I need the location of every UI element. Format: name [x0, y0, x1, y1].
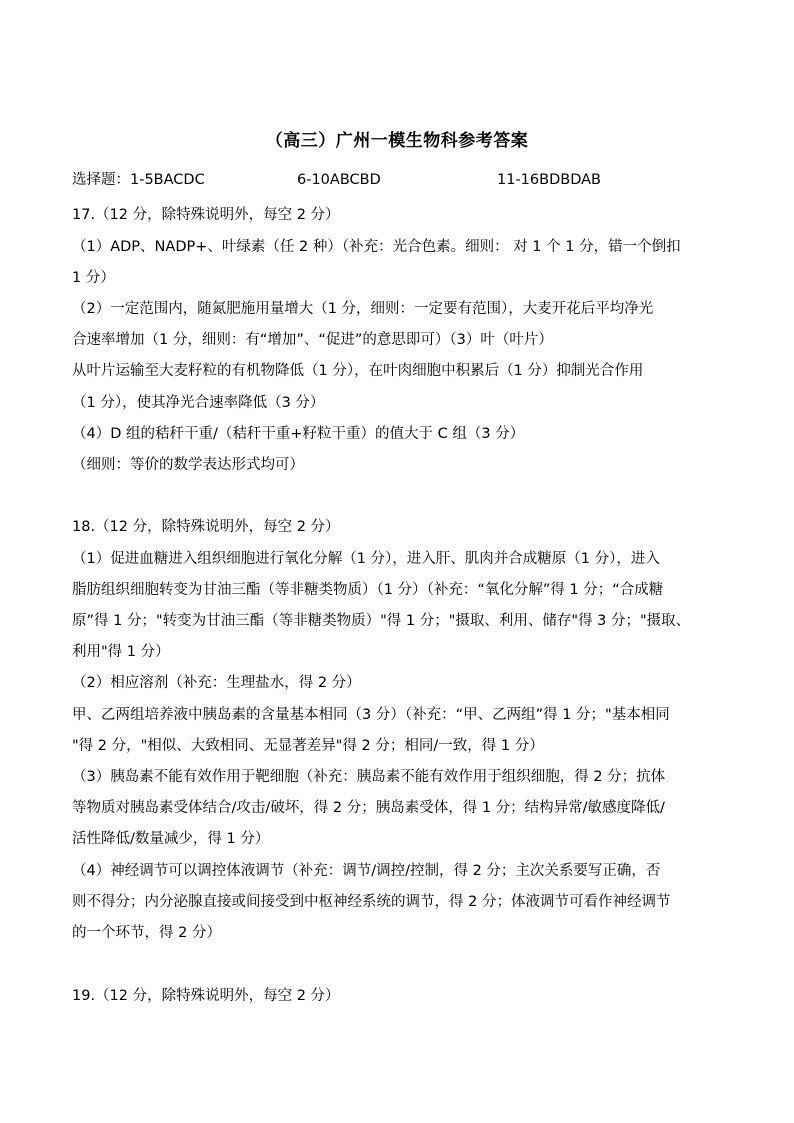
q18-line: 活性降低/数量减少，得 1 分） — [72, 831, 270, 847]
q18-line: 脂肪组织细胞转变为甘油三酯（等非糖类物质）（1 分）（补充：“氧化分解”得 1 分；“合成糖 — [72, 582, 664, 598]
q18-line: 甲、乙两组培养液中胰岛素的含量基本相同（3 分）（补充：“甲、乙两组”得 1 分；"基本相同 — [72, 707, 670, 723]
q17-line: （4）D 组的秸秆干重/（秸秆干重+籽粒干重）的值大于 C 组（3 分） — [72, 426, 525, 442]
q17-line: （细则：等价的数学表达形式均可） — [72, 457, 304, 473]
q18-line: 利用"得 1 分） — [72, 644, 170, 660]
q18-line: （2）相应溶剂（补充：生理盐水，得 2 分） — [72, 675, 361, 691]
q17-line: 从叶片运输至大麦籽粒的有机物降低（1 分），在叶肉细胞中积累后（1 分）抑制光合作用 — [72, 363, 644, 379]
q18-line: 则不得分；内分泌腺直接或间接受到中枢神经系统的调节，得 2 分；体液调节可看作神经调节 — [72, 894, 671, 910]
page-title: （高三）广州一模生物科参考答案 — [265, 131, 529, 151]
q17-line: 合速率增加（1 分，细则：有“增加”、“促进”的意思即可）（3）叶（叶片） — [72, 332, 553, 348]
q18-line: 原”得 1 分；"转变为甘油三酯（等非糖类物质）"得 1 分；"摄取、利用、储存"得 3 分；"摄取、 — [72, 613, 691, 629]
multiple-choice-answers — [72, 170, 772, 190]
mc-answers-6-10: 6-10ABCBD — [297, 172, 381, 188]
q18-line: （1）促进血糖进入组织细胞进行氧化分解（1 分），进入肝、肌肉并合成糖原（1 分），进入 — [72, 551, 660, 567]
q19-header: 19.（12 分，除特殊说明外，每空 2 分） — [72, 988, 340, 1004]
q18-line: 等物质对胰岛素受体结合/攻击/破坏，得 2 分；胰岛素受体，得 1 分；结构异常/敏感度降低/ — [72, 800, 665, 816]
q18-header: 18.（12 分，除特殊说明外，每空 2 分） — [72, 519, 340, 535]
mc-answers-1-5: 选择题：1-5BACDC — [72, 172, 205, 188]
q17-header: 17.（12 分，除特殊说明外，每空 2 分） — [72, 207, 340, 223]
q17-line: （1 分），使其净光合速率降低（3 分） — [72, 395, 325, 411]
q18-line: "得 2 分，"相似、大致相同、无显著差异"得 2 分；相同/一致，得 1 分） — [72, 738, 544, 754]
q17-line: 1 分） — [72, 270, 115, 286]
q17-line: （1）ADP、NADP+、叶绿素（任 2 种）（补充：光合色素。细则： 对 1 个 1 分，错一个倒扣 — [72, 239, 681, 255]
q18-line: （3）胰岛素不能有效作用于靶细胞（补充：胰岛素不能有效作用于组织细胞，得 2 分；抗体 — [72, 769, 666, 785]
mc-answers-11-16: 11-16BDBDAB — [497, 172, 601, 188]
q17-line: （2）一定范围内，随氮肥施用量增大（1 分，细则：一定要有范围），大麦开花后平均净光 — [72, 301, 654, 317]
q18-line: （4）神经调节可以调控体液调节（补充：调节/调控/控制，得 2 分；主次关系要写正确，否 — [72, 863, 661, 879]
q18-line: 的一个环节，得 2 分） — [72, 925, 221, 941]
